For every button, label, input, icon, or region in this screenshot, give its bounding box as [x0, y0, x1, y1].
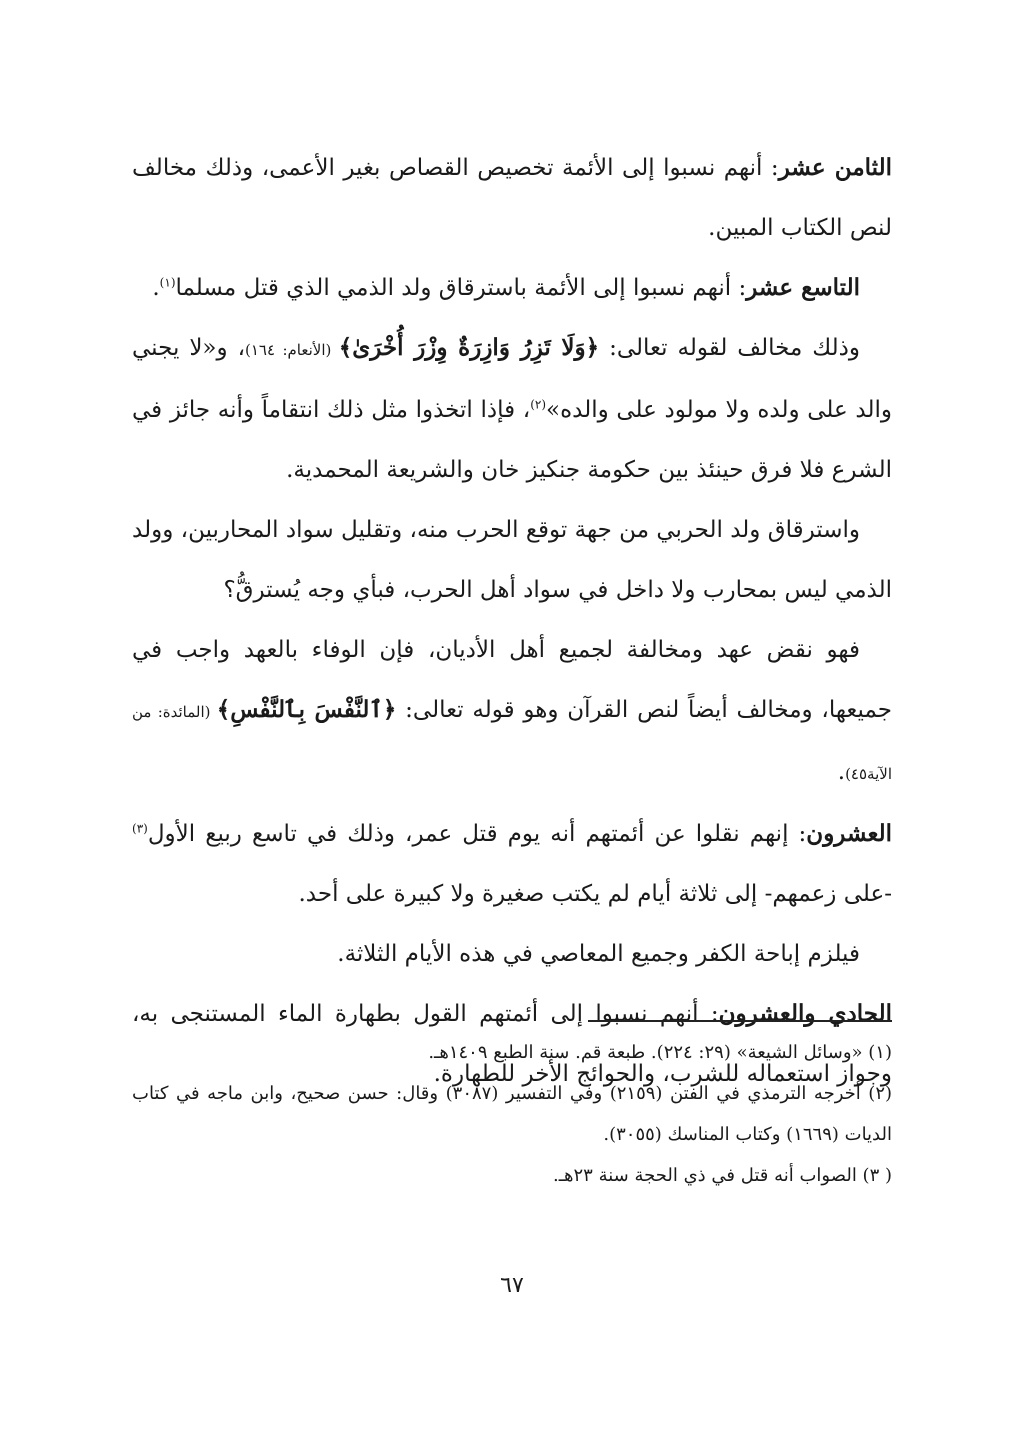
paragraph-text: : أنهم نسبوا إلى الأئمة تخصيص القصاص بغير الأعمى، وذلك مخالف لنص الكتاب المبين. — [132, 155, 892, 241]
paragraph-covenant — [132, 620, 892, 804]
paragraph-tail: . — [837, 759, 846, 785]
paragraph-text: واسترقاق ولد الحربي من جهة توقع الحرب منه، وتقليل سواد المحاربين، وولد الذمي ليس بمحارب ولا داخل في سواد أهل الحرب، فبأي وجه يُسترقُّ؟ — [132, 517, 892, 603]
paragraph-enslavement — [132, 500, 892, 620]
paragraph-text: : إنهم نقلوا عن أئمتهم أنه يوم قتل عمر، وذلك في تاسع ربيع الأول — [147, 821, 807, 847]
footnote-separator — [588, 1020, 892, 1022]
paragraph-quran-citation — [132, 318, 892, 500]
quran-verse: ﴿وَلَا تَزِرُ وَازِرَةٌ وِزْرَ أُخْرَىٰ﴾ — [338, 334, 600, 361]
paragraph-19 — [132, 258, 892, 318]
paragraph-tail: -على زعمهم- إلى ثلاثة أيام لم يكتب صغيرة ولا كبيرة على أحد. — [298, 881, 892, 907]
footnotes — [132, 1032, 892, 1196]
paragraph-consequence — [132, 924, 892, 984]
footnote-1: (١) «وسائل الشيعة» (٢٩: ٢٢٤). طبعة قم. سنة الطبع ١٤٠٩هـ. — [428, 1042, 892, 1063]
page-number: ٦٧ — [500, 1273, 524, 1298]
footnote-marker: (٣) — [132, 821, 148, 836]
verse-reference: (المائدة: من الآية٤٥) — [132, 703, 892, 783]
main-text — [132, 138, 892, 1104]
footnote-marker: (١) — [159, 275, 176, 290]
paragraph-text: فيلزم إباحة الكفر وجميع المعاصي في هذه الأيام الثلاثة. — [337, 941, 860, 967]
footnote-2: (٢) أخرجه الترمذي في الفتن (٢١٥٩) وفي التفسير (٣٠٨٧) وقال: حسن صحيح، وابن ماجه في كتاب الديات (١٦٦٩) وكتاب المناسك (٣٠٥٥). — [132, 1083, 893, 1145]
paragraph-text: فهو نقض عهد ومخالفة لجميع أهل الأديان، فإن الوفاء بالعهد واجب في جميعها، ومخالف أيضاً لنص القرآن وهو قوله تعالى: — [132, 637, 892, 723]
section-heading: العشرون — [806, 820, 892, 847]
paragraph-text: ، و«لا يجني والد على ولده ولا مولود على والده» — [132, 335, 892, 423]
verse-reference: (الأنعام: ١٦٤) — [245, 341, 339, 359]
paragraph-text: : أنهم نسبوا إلى الأئمة باسترقاق ولد الذمي الذي قتل مسلما — [175, 275, 747, 301]
paragraph-text: : أنهم نسبوا إلى أئمتهم القول بطهارة الماء المستنجى به، وجواز استعماله للشرب، والحوائج الأخر للطهارة. — [132, 1001, 892, 1087]
quran-verse: ﴿ٱلنَّفْسَ بِٱلنَّفْسِ﴾ — [216, 696, 397, 723]
paragraph-18 — [132, 138, 892, 258]
paragraph-text: وذلك مخالف لقوله تعالى: — [599, 335, 860, 361]
section-heading: التاسع عشر — [746, 274, 860, 301]
footnote-3: ( ٣) الصواب أنه قتل في ذي الحجة سنة ٢٣هـ. — [553, 1165, 892, 1186]
paragraph-tail: ، فإذا اتخذوا مثل ذلك انتقاماً وأنه جائز في الشرع فلا فرق حينئذ بين حكومة جنكيز خان والشريعة المحمدية. — [132, 397, 892, 483]
paragraph-20 — [132, 804, 892, 924]
section-heading: الحادي والعشرون — [718, 1000, 892, 1027]
footnote-marker: (٢) — [530, 397, 547, 412]
paragraph-tail: . — [152, 275, 160, 301]
section-heading: الثامن عشر — [778, 154, 892, 181]
